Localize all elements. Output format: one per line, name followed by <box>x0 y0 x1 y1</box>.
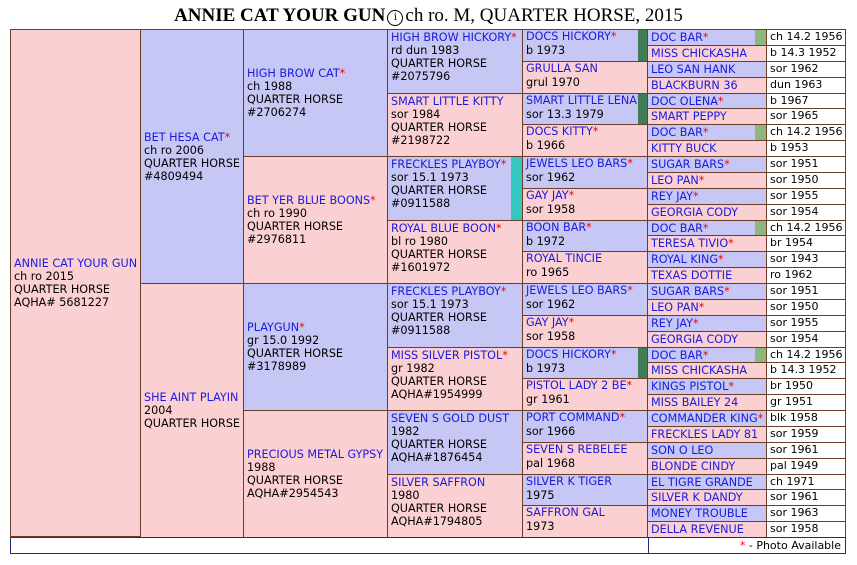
horse-detail: QUARTER HORSE <box>391 502 487 515</box>
horse-detail: sor 13.3 1979 <box>526 108 604 121</box>
horse-name-link[interactable]: JEWELS LEO BARS <box>526 157 628 170</box>
horse-detail: b 1973 <box>526 362 566 375</box>
photo-star-icon: * <box>626 379 633 392</box>
pedigree-cell-gen5[interactable] <box>522 378 650 411</box>
horse-name[interactable] <box>391 31 519 44</box>
horse-name-link[interactable]: DOC BAR <box>651 349 703 362</box>
horse-name-link[interactable]: SUGAR BARS <box>651 285 725 298</box>
horse-detail: sor 15.1 1973 <box>391 171 469 184</box>
pedigree-cell-gen3[interactable] <box>243 283 388 411</box>
photo-star-icon: * <box>568 189 575 202</box>
horse-detail: 1980 <box>391 489 420 502</box>
horse-name-link[interactable]: KITTY BUCK <box>651 142 717 155</box>
page-title <box>0 5 857 27</box>
photo-star-icon: * <box>739 539 746 552</box>
horse-detail: sor 1958 <box>526 330 576 343</box>
horse-detail: QUARTER HORSE <box>247 474 343 487</box>
pedigree-cell-gen4[interactable] <box>387 410 523 475</box>
horse-name[interactable] <box>391 158 508 171</box>
pedigree-cell-gen5[interactable] <box>522 474 650 506</box>
horse-detail: ch 14.2 1956 <box>766 347 846 363</box>
pedigree-cell-gen6[interactable] <box>647 347 767 363</box>
photo-star-icon: * <box>692 317 699 330</box>
pedigree-cell-gen6[interactable] <box>647 93 767 109</box>
horse-detail: QUARTER HORSE <box>391 311 487 324</box>
pedigree-cell-gen6[interactable] <box>647 29 767 46</box>
horse-detail: #4809494 <box>144 169 204 183</box>
horse-name-link[interactable]: LEO PAN <box>651 174 699 187</box>
pedigree-cell-gen5[interactable] <box>522 347 650 379</box>
horse-detail: QUARTER HORSE <box>247 347 343 360</box>
pedigree-cell-gen6[interactable] <box>647 378 767 395</box>
horse-detail: sor 1963 <box>766 505 846 522</box>
horse-detail: ch ro 2006 <box>144 143 205 157</box>
horse-detail: #2706274 <box>247 106 307 119</box>
horse-detail: gr 1982 <box>391 362 435 375</box>
horse-name-link[interactable]: REY JAY <box>651 190 693 203</box>
horse-name-link[interactable]: MISS CHICKASHA <box>651 364 748 377</box>
horse-detail: gr 1951 <box>766 394 846 411</box>
pedigree-cell-gen6[interactable] <box>647 362 767 379</box>
pedigree-chart <box>10 29 846 537</box>
horse-name-link[interactable]: SAFFRON GAL <box>526 506 605 519</box>
horse-detail: 1982 <box>391 425 420 438</box>
pedigree-cell-gen5[interactable] <box>522 188 650 221</box>
photo-star-icon: * <box>718 253 724 266</box>
horse-name-link[interactable]: SHE AINT PLAYIN <box>144 391 239 404</box>
horse-name[interactable] <box>526 316 646 330</box>
horse-name[interactable] <box>526 506 646 520</box>
pedigree-cell-gen6[interactable] <box>647 489 767 506</box>
horse-name-link[interactable]: GAY JAY <box>526 189 569 202</box>
horse-name-link[interactable]: ROYAL TINCIE <box>526 252 603 265</box>
horse-detail: ch 14.2 1956 <box>766 124 846 141</box>
pedigree-cell-gen6[interactable] <box>647 410 767 427</box>
horse-name-link[interactable]: MISS BAILEY 24 <box>651 396 739 409</box>
horse-name[interactable] <box>526 475 646 489</box>
horse-detail: sor 1954 <box>766 331 846 348</box>
pedigree-cell-gen5[interactable] <box>522 410 650 443</box>
horse-name-link[interactable]: BOON BAR <box>526 221 587 234</box>
horse-name-link[interactable]: DELLA REVENUE <box>651 523 744 536</box>
horse-detail: 1973 <box>526 520 555 533</box>
horse-name-link[interactable]: TEXAS DOTTIE <box>651 269 733 282</box>
horse-detail: sor 1951 <box>766 283 846 300</box>
info-circle-icon[interactable]: i <box>387 10 403 26</box>
horse-detail: sor 1984 <box>391 108 441 121</box>
photo-star-icon: * <box>692 190 699 203</box>
horse-name[interactable] <box>526 94 635 108</box>
horse-detail: sor 1958 <box>526 203 576 216</box>
pedigree-cell-gen4[interactable] <box>387 93 523 157</box>
horse-name-link[interactable]: SILVER SAFFRON <box>391 476 486 489</box>
photo-star-icon: * <box>339 67 346 80</box>
photo-star-icon: * <box>698 301 705 314</box>
horse-detail: #2198722 <box>391 134 451 147</box>
horse-name-link[interactable]: FRECKLES LADY 81 <box>651 428 759 441</box>
horse-detail: AQHA# 5681227 <box>14 296 110 309</box>
horse-detail: 1975 <box>526 489 555 502</box>
horse-name[interactable] <box>14 257 137 270</box>
horse-name[interactable] <box>247 194 384 207</box>
horse-detail: AQHA#2954543 <box>247 487 339 500</box>
horse-name-link[interactable]: ANNIE CAT YOUR GUN <box>14 257 138 270</box>
pedigree-cell-gen3[interactable] <box>243 29 388 157</box>
pedigree-cell-gen6[interactable] <box>647 172 767 189</box>
horse-detail: QUARTER HORSE <box>247 220 343 233</box>
pedigree-cell-gen1[interactable] <box>10 29 141 537</box>
horse-detail: ch 14.2 1956 <box>766 29 846 46</box>
horse-name[interactable] <box>391 412 519 425</box>
pedigree-cell-gen6[interactable] <box>647 474 767 490</box>
photo-available-note <box>740 539 841 553</box>
horse-name-link[interactable]: FRECKLES PLAYBOY <box>391 158 501 171</box>
horse-name-link[interactable]: LEO SAN HANK <box>651 63 736 76</box>
horse-detail: QUARTER HORSE <box>391 248 487 261</box>
horse-detail: grul 1970 <box>526 76 580 89</box>
horse-detail: QUARTER HORSE <box>391 57 487 70</box>
horse-detail: b 1966 <box>526 139 566 152</box>
photo-star-icon: * <box>724 285 730 298</box>
pedigree-cell-gen6[interactable] <box>647 331 767 348</box>
horse-name-link[interactable]: EL TIGRE GRANDE <box>651 476 753 489</box>
horse-name-link[interactable]: DOCS HICKORY <box>526 348 611 361</box>
horse-name[interactable] <box>526 252 646 266</box>
horse-name[interactable] <box>391 476 519 489</box>
horse-detail: blk 1958 <box>766 410 846 427</box>
pedigree-cell-gen6[interactable] <box>647 315 767 332</box>
horse-name[interactable] <box>391 222 519 235</box>
pedigree-cell-gen6[interactable] <box>647 108 767 125</box>
horse-name[interactable] <box>526 157 646 171</box>
horse-name-link[interactable]: ROYAL BLUE BOON <box>391 222 496 235</box>
photo-star-icon: * <box>619 411 626 424</box>
horse-name[interactable] <box>526 411 646 425</box>
horse-name-link[interactable]: DOC BAR <box>651 222 703 235</box>
horse-detail: sor 1962 <box>526 171 576 184</box>
photo-star-icon: * <box>698 174 705 187</box>
horse-detail: sor 1959 <box>766 426 846 443</box>
horse-detail: sor 1954 <box>766 204 846 221</box>
horse-detail: pal 1949 <box>766 458 846 475</box>
pedigree-cell-gen5[interactable] <box>522 61 650 94</box>
pedigree-cell-gen6[interactable] <box>647 235 767 252</box>
pedigree-cell-gen5[interactable] <box>522 442 650 475</box>
horse-detail: b 1972 <box>526 235 566 248</box>
photo-star-icon: * <box>627 157 633 170</box>
photo-star-icon: * <box>757 412 764 425</box>
horse-detail: ro 1965 <box>526 266 570 279</box>
horse-detail: QUARTER HORSE <box>391 375 487 388</box>
horse-name-link[interactable]: BET HESA CAT <box>144 130 225 144</box>
pedigree-cell-gen2[interactable] <box>140 283 244 538</box>
horse-detail: b 1953 <box>766 140 846 157</box>
horse-name-link[interactable]: GEORGIA CODY <box>651 206 738 219</box>
pedigree-cell-gen6[interactable] <box>647 45 767 62</box>
horse-name[interactable] <box>144 391 240 404</box>
horse-name-link[interactable]: SMART PEPPY <box>651 110 727 123</box>
horse-detail: gr 15.0 1992 <box>247 334 320 347</box>
horse-name[interactable] <box>526 348 635 362</box>
horse-name-link[interactable]: FRECKLES PLAYBOY <box>391 285 501 298</box>
horse-name-link[interactable]: SILVER K DANDY <box>651 491 743 504</box>
horse-name-link[interactable]: MISS SILVER PISTOL <box>391 349 503 362</box>
photo-star-icon: * <box>610 30 617 43</box>
photo-star-icon: * <box>568 316 575 329</box>
horse-detail: QUARTER HORSE <box>144 417 240 430</box>
pedigree-cell-gen6[interactable] <box>647 394 767 411</box>
horse-name[interactable] <box>144 131 240 144</box>
horse-detail: sor 1951 <box>766 156 846 173</box>
pedigree-cell-gen6[interactable] <box>647 283 767 300</box>
horse-detail: sor 1962 <box>526 298 576 311</box>
photo-star-icon: * <box>610 348 617 361</box>
pedigree-cell-gen6[interactable] <box>647 124 767 141</box>
horse-detail: ch 1971 <box>766 474 846 490</box>
horse-detail: sor 1965 <box>766 108 846 125</box>
horse-name-link[interactable]: SEVEN S REBELEE <box>526 443 628 456</box>
horse-name-link[interactable]: MISS CHICKASHA <box>651 47 748 60</box>
record-marker-icon <box>511 157 522 220</box>
horse-detail: pal 1968 <box>526 457 576 470</box>
pedigree-cell-gen5[interactable] <box>522 93 650 125</box>
pedigree-cell-gen6[interactable] <box>647 220 767 236</box>
horse-name[interactable] <box>526 189 646 203</box>
pedigree-cell-gen6[interactable] <box>647 251 767 268</box>
horse-detail: AQHA#1794805 <box>391 515 483 528</box>
horse-detail: QUARTER HORSE <box>247 93 343 106</box>
horse-name-link[interactable]: PORT COMMAND <box>526 411 620 424</box>
photo-star-icon: * <box>586 221 592 234</box>
photo-star-icon: * <box>717 95 724 108</box>
record-marker-icon <box>755 30 766 45</box>
horse-name-link[interactable]: GEORGIA CODY <box>651 333 738 346</box>
horse-name-link[interactable]: DOCS KITTY <box>526 125 593 138</box>
horse-detail: sor 1961 <box>766 489 846 506</box>
photo-star-icon: * <box>702 31 709 44</box>
horse-name-link[interactable]: DOCS HICKORY <box>526 30 611 43</box>
pedigree-cell-gen3[interactable] <box>243 410 388 538</box>
record-marker-icon <box>755 221 766 235</box>
horse-detail: rd dun 1983 <box>391 44 460 57</box>
horse-detail: bl ro 1980 <box>391 235 448 248</box>
horse-name[interactable] <box>526 30 635 44</box>
photo-star-icon: * <box>511 31 517 44</box>
horse-detail: sor 1958 <box>766 521 846 538</box>
pedigree-cell-gen4[interactable] <box>387 29 523 94</box>
horse-detail: ch ro 2015 <box>14 270 75 283</box>
horse-name-link[interactable]: JEWELS LEO BARS <box>526 284 628 297</box>
photo-star-icon: * <box>502 349 508 362</box>
horse-detail: sor 1961 <box>766 442 846 459</box>
horse-name-link[interactable]: DOC BAR <box>651 31 703 44</box>
horse-detail: sor 1966 <box>526 425 576 438</box>
horse-name[interactable] <box>391 285 519 298</box>
horse-detail: ch 1988 <box>247 80 293 93</box>
horse-detail: #1601972 <box>391 261 451 274</box>
horse-detail: gr 1961 <box>526 393 570 406</box>
photo-star-icon: * <box>702 349 709 362</box>
horse-detail: br 1950 <box>766 378 846 395</box>
horse-name-link[interactable]: GAY JAY <box>526 316 569 329</box>
horse-name-link[interactable]: BLONDE CINDY <box>651 460 736 473</box>
horse-detail: QUARTER HORSE <box>391 121 487 134</box>
horse-detail: b 14.3 1952 <box>766 362 846 379</box>
photo-star-icon: * <box>496 222 502 235</box>
pedigree-footer <box>10 537 846 554</box>
pedigree-cell-gen6[interactable] <box>647 140 767 157</box>
horse-detail: QUARTER HORSE <box>144 156 240 170</box>
photo-star-icon: * <box>592 125 599 138</box>
horse-detail: sor 1962 <box>766 61 846 78</box>
horse-detail: dun 1963 <box>766 77 846 94</box>
horse-detail: AQHA#1876454 <box>391 451 483 464</box>
pedigree-cell-gen5[interactable] <box>522 315 650 348</box>
photo-star-icon: * <box>724 158 730 171</box>
horse-detail: sor 1950 <box>766 172 846 189</box>
horse-name[interactable] <box>526 379 646 393</box>
horse-detail: QUARTER HORSE <box>391 184 487 197</box>
pedigree-cell-gen6[interactable] <box>647 521 767 538</box>
horse-detail: QUARTER HORSE <box>14 283 110 296</box>
horse-name-link[interactable]: COMMANDER KING <box>651 412 758 425</box>
pedigree-cell-gen5[interactable] <box>522 156 650 189</box>
horse-name[interactable] <box>247 448 384 461</box>
record-marker-icon <box>755 125 766 140</box>
horse-name-link[interactable]: MONEY TROUBLE <box>651 507 748 520</box>
horse-detail: ch 14.2 1956 <box>766 220 846 236</box>
horse-name-link[interactable]: SMART LITTLE KITTY <box>391 95 504 108</box>
horse-detail: sor 1955 <box>766 315 846 332</box>
horse-name[interactable] <box>526 62 646 76</box>
photo-star-icon: * <box>370 194 376 207</box>
horse-name[interactable] <box>526 284 646 298</box>
pedigree-cell-gen5[interactable] <box>522 220 650 252</box>
pedigree-cell-gen6[interactable] <box>647 458 767 475</box>
pedigree-cell-gen6[interactable] <box>647 188 767 205</box>
pedigree-cell-gen6[interactable] <box>647 426 767 443</box>
horse-name[interactable] <box>247 321 384 334</box>
horse-detail: sor 1950 <box>766 299 846 316</box>
footer-divider <box>648 538 649 553</box>
horse-detail: sor 15.1 1973 <box>391 298 469 311</box>
horse-detail: ch ro 1990 <box>247 207 308 220</box>
horse-name-link[interactable]: PLAYGUN <box>247 321 300 334</box>
photo-note-text: - Photo Available <box>745 539 841 552</box>
horse-name-link[interactable]: SUGAR BARS <box>651 158 725 171</box>
horse-detail: #3178989 <box>247 360 307 373</box>
horse-name[interactable] <box>526 221 646 235</box>
horse-name[interactable] <box>526 125 646 139</box>
horse-name-link[interactable]: DOC BAR <box>651 126 703 139</box>
horse-name-link[interactable]: LEO PAN <box>651 301 699 314</box>
pedigree-cell-gen4[interactable] <box>387 474 523 538</box>
horse-detail: QUARTER HORSE <box>391 438 487 451</box>
pedigree-cell-gen3[interactable] <box>243 156 388 284</box>
photo-star-icon: * <box>500 158 507 171</box>
horse-name-link[interactable]: GRULLA SAN <box>526 62 598 75</box>
pedigree-cell-gen6[interactable] <box>647 442 767 459</box>
horse-name-link[interactable]: KINGS PISTOL <box>651 380 729 393</box>
horse-detail: 2004 <box>144 404 173 417</box>
horse-detail: b 14.3 1952 <box>766 45 846 62</box>
pedigree-cell-gen4[interactable] <box>387 347 523 411</box>
horse-name-link[interactable]: BET YER BLUE BOONS <box>247 194 371 207</box>
pedigree-cell-gen4[interactable] <box>387 220 523 284</box>
horse-detail: ro 1962 <box>766 267 846 284</box>
pedigree-cell-gen5[interactable] <box>522 251 650 284</box>
horse-detail: sor 1943 <box>766 251 846 268</box>
pedigree-cell-gen5[interactable] <box>522 124 650 157</box>
pedigree-cell-gen5[interactable] <box>522 283 650 316</box>
pedigree-cell-gen6[interactable] <box>647 61 767 78</box>
horse-name-link[interactable]: ROYAL KING <box>651 253 719 266</box>
horse-name[interactable] <box>391 349 519 362</box>
title-horse-name: ANNIE CAT YOUR GUN <box>174 5 386 26</box>
horse-detail: b 1973 <box>526 44 566 57</box>
photo-star-icon: * <box>224 130 231 144</box>
horse-name-link[interactable]: PISTOL LADY 2 BE <box>526 379 627 392</box>
horse-name-link[interactable]: HIGH BROW CAT <box>247 67 340 80</box>
horse-name-link[interactable]: TERESA TIVIO <box>651 237 729 250</box>
horse-name-link[interactable]: SMART LITTLE LENA <box>526 94 637 107</box>
horse-name-link[interactable]: REY JAY <box>651 317 693 330</box>
horse-detail: #2976811 <box>247 233 307 246</box>
pedigree-cell-gen6[interactable] <box>647 204 767 221</box>
horse-detail: b 1967 <box>766 93 846 109</box>
photo-star-icon: * <box>627 284 633 297</box>
pedigree-cell-gen2[interactable] <box>140 29 244 284</box>
horse-name[interactable] <box>247 67 384 80</box>
pedigree-cell-gen6[interactable] <box>647 505 767 522</box>
pedigree-cell-gen6[interactable] <box>647 299 767 316</box>
horse-name-link[interactable]: DOC OLENA <box>651 95 718 108</box>
horse-detail: AQHA#1954999 <box>391 388 483 401</box>
horse-name-link[interactable]: PRECIOUS METAL GYPSY <box>247 448 384 461</box>
horse-name-link[interactable]: BLACKBURN 36 <box>651 79 738 92</box>
photo-star-icon: * <box>702 126 709 139</box>
horse-name[interactable] <box>526 443 646 457</box>
horse-detail: sor 1955 <box>766 188 846 205</box>
horse-detail: #0911588 <box>391 324 451 337</box>
photo-star-icon: * <box>728 380 734 393</box>
title-details: ch ro. M, QUARTER HORSE, 2015 <box>405 5 683 26</box>
horse-name-link[interactable]: SEVEN S GOLD DUST <box>391 412 510 425</box>
horse-detail: 1988 <box>247 461 276 474</box>
horse-detail: #2075796 <box>391 70 451 83</box>
pedigree-cell-gen4[interactable] <box>387 283 523 348</box>
pedigree-cell-gen5[interactable] <box>522 29 650 62</box>
pedigree-cell-gen6[interactable] <box>647 77 767 94</box>
record-marker-icon <box>755 348 766 362</box>
horse-detail: br 1954 <box>766 235 846 252</box>
horse-name-link[interactable]: SON O LEO <box>651 444 714 457</box>
photo-star-icon: * <box>728 237 734 250</box>
pedigree-cell-gen5[interactable] <box>522 505 650 538</box>
photo-star-icon: * <box>702 222 709 235</box>
pedigree-cell-gen6[interactable] <box>647 156 767 173</box>
horse-name-link[interactable]: SILVER K TIGER <box>526 475 612 488</box>
pedigree-cell-gen4[interactable] <box>387 156 523 221</box>
pedigree-cell-gen6[interactable] <box>647 267 767 284</box>
horse-name[interactable] <box>391 95 519 108</box>
horse-detail: #0911588 <box>391 197 451 210</box>
horse-name-link[interactable]: HIGH BROW HICKORY <box>391 31 512 44</box>
photo-star-icon: * <box>299 321 305 334</box>
photo-star-icon: * <box>500 285 507 298</box>
